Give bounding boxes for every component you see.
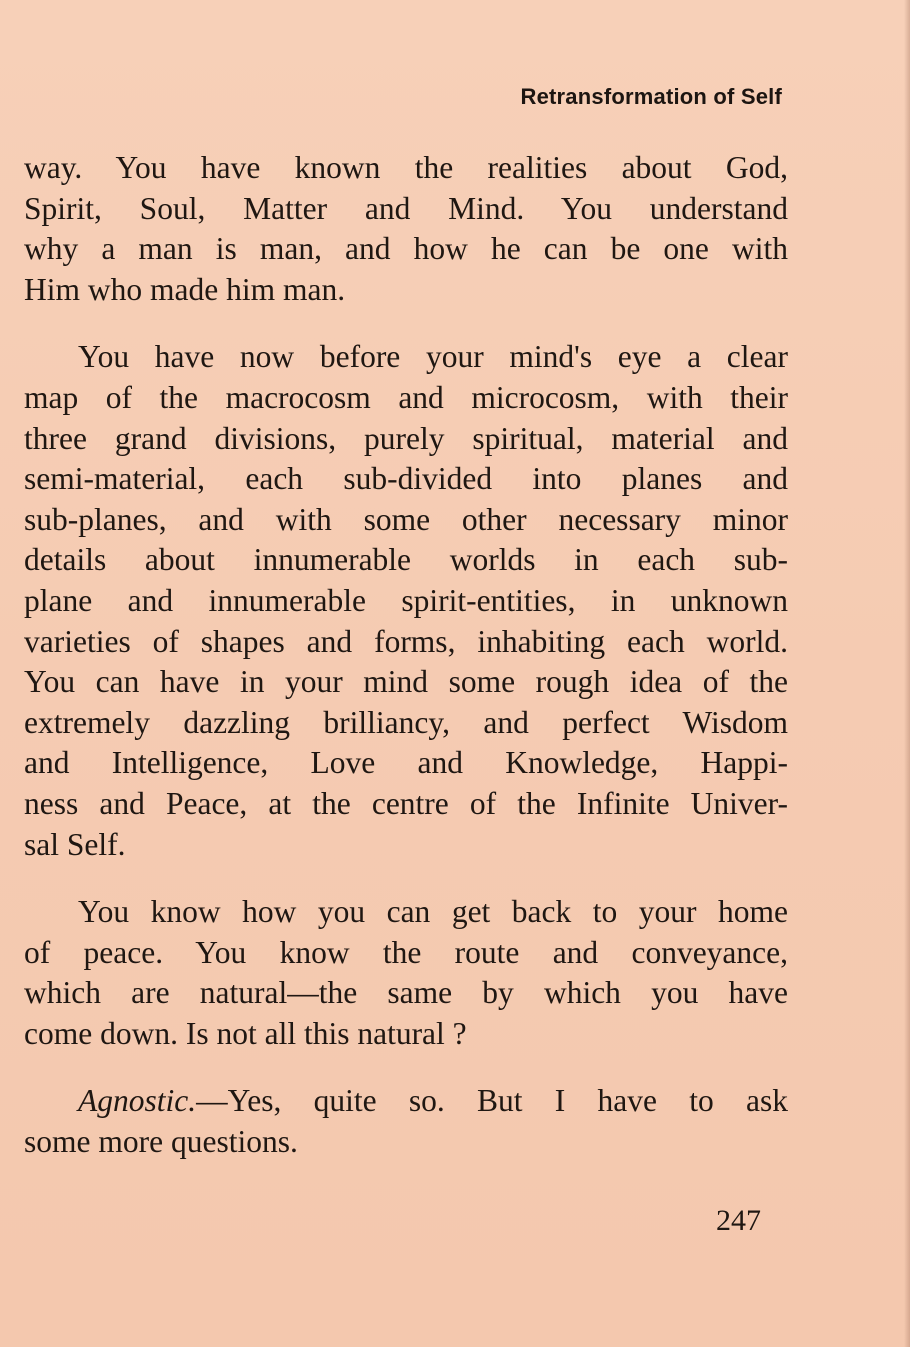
paragraph-4: [24, 1081, 788, 1162]
page-edge-shadow: [904, 0, 910, 1347]
text-line: ness and Peace, at the centre of the Infinite Univer-: [24, 785, 788, 821]
text-line: sub-planes, and with some other necessary minor: [24, 501, 788, 537]
text-line: sal Self.: [24, 826, 126, 862]
text-line: and Intelligence, Love and Knowledge, Happi-: [24, 745, 788, 781]
text-line: Spirit, Soul, Matter and Mind. You understand: [24, 190, 788, 226]
text-line: three grand divisions, purely spiritual, material and: [24, 420, 788, 456]
page-number: 247: [716, 1204, 761, 1237]
dialogue-line: [24, 1081, 788, 1122]
paragraph-3: [24, 892, 788, 1054]
text-line: Him who made him man.: [24, 271, 346, 307]
dialogue-text: —Yes, quite so. But I have to ask: [196, 1083, 788, 1119]
text-line: You know how you can get back to your home: [78, 894, 788, 930]
text-line: extremely dazzling brilliancy, and perfect Wisdom: [24, 704, 788, 740]
text-line: way. You have known the realities about God,: [24, 150, 788, 185]
text-line: varieties of shapes and forms, inhabiting each world.: [24, 623, 788, 659]
text-line: You have now before your mind's eye a clear: [78, 339, 788, 375]
text-line: semi-material, each sub-divided into planes and: [24, 461, 788, 497]
text-line: plane and innumerable spirit-entities, in unknown: [24, 582, 788, 618]
paragraph-1: [24, 148, 788, 310]
text-line: You can have in your mind some rough idea of the: [24, 664, 788, 700]
running-head: Retransformation of Self: [520, 84, 782, 109]
text-line: which are natural—the same by which you have: [24, 975, 788, 1011]
text-line: map of the macrocosm and microcosm, with their: [24, 379, 788, 415]
body-text: [24, 148, 788, 1190]
paragraph-2: [24, 337, 788, 865]
text-line: details about innumerable worlds in each sub-: [24, 542, 788, 578]
speaker-label: Agnostic.: [78, 1083, 197, 1119]
text-line: of peace. You know the route and conveyance,: [24, 934, 788, 970]
text-line: some more questions.: [24, 1124, 298, 1160]
text-line: why a man is man, and how he can be one with: [24, 231, 788, 267]
text-line: come down. Is not all this natural ?: [24, 1015, 467, 1051]
